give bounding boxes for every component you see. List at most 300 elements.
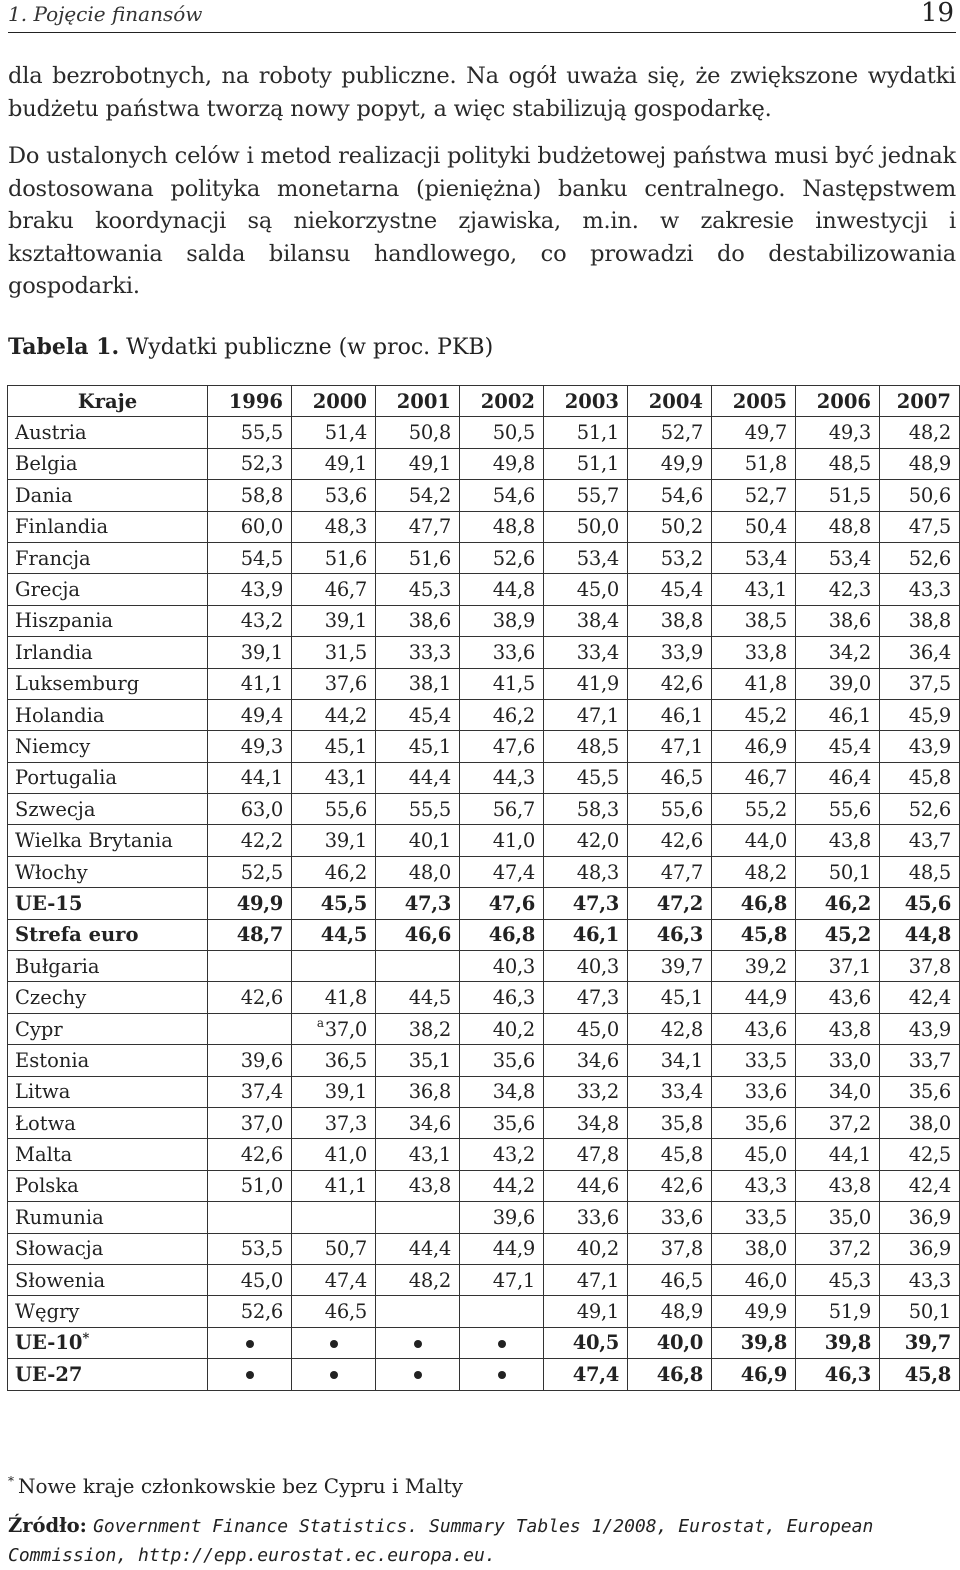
country-name: Szwecja bbox=[15, 797, 96, 821]
value-text: 51,6 bbox=[408, 546, 451, 570]
value-text: 39,6 bbox=[240, 1048, 283, 1072]
table-row bbox=[8, 511, 960, 542]
cell-value bbox=[628, 1076, 712, 1107]
cell-value bbox=[376, 605, 460, 636]
table-caption bbox=[8, 334, 493, 360]
cell-value bbox=[544, 637, 628, 668]
value-text: 41,8 bbox=[324, 986, 367, 1010]
value-text: 43,1 bbox=[408, 1143, 451, 1167]
cell-value bbox=[376, 1202, 460, 1233]
value-text: 50,5 bbox=[492, 421, 535, 445]
cell-value bbox=[628, 1233, 712, 1264]
value-text: 44,1 bbox=[828, 1143, 871, 1167]
cell-value bbox=[460, 1107, 544, 1138]
value-text: 51,5 bbox=[828, 483, 871, 507]
cell-value bbox=[796, 1076, 880, 1107]
cell-value bbox=[628, 1264, 712, 1295]
cell-value bbox=[796, 511, 880, 542]
cell-value bbox=[292, 1013, 376, 1044]
cell-value bbox=[628, 1013, 712, 1044]
cell-value bbox=[796, 1327, 880, 1358]
cell-value bbox=[628, 951, 712, 982]
value-text: 52,3 bbox=[240, 452, 283, 476]
value-text: 39,1 bbox=[324, 829, 367, 853]
table-row bbox=[8, 1076, 960, 1107]
value-text: 45,0 bbox=[576, 1017, 619, 1041]
value-text: 35,1 bbox=[408, 1048, 451, 1072]
cell-value bbox=[628, 762, 712, 793]
value-text: 34,8 bbox=[576, 1111, 619, 1135]
table-row bbox=[8, 699, 960, 730]
bullet-icon bbox=[414, 1371, 422, 1379]
cell-value bbox=[460, 794, 544, 825]
value-text: 34,6 bbox=[576, 1048, 619, 1072]
cell-value bbox=[460, 888, 544, 919]
cell-value bbox=[712, 668, 796, 699]
value-text: 46,8 bbox=[488, 923, 535, 947]
cell-value bbox=[880, 1045, 960, 1076]
country-name: Hiszpania bbox=[15, 609, 114, 633]
cell-value bbox=[292, 1233, 376, 1264]
value-text: 44,6 bbox=[576, 1174, 619, 1198]
cell-country bbox=[8, 888, 208, 919]
value-text: 55,2 bbox=[744, 797, 787, 821]
cell-value bbox=[880, 605, 960, 636]
cell-value bbox=[292, 982, 376, 1013]
value-text: 50,1 bbox=[908, 1300, 951, 1324]
value-text: 58,3 bbox=[576, 797, 619, 821]
cell-value bbox=[712, 1327, 796, 1358]
value-text: 50,1 bbox=[828, 860, 871, 884]
value-text: 37,0 bbox=[240, 1111, 283, 1135]
cell-value bbox=[880, 856, 960, 887]
bullet-icon bbox=[498, 1371, 506, 1379]
value-text: 50,4 bbox=[744, 515, 787, 539]
value-text: 46,8 bbox=[740, 891, 787, 915]
value-text: 38,1 bbox=[408, 672, 451, 696]
value-text: 55,7 bbox=[576, 483, 619, 507]
value-text: 48,3 bbox=[324, 515, 367, 539]
cell-value bbox=[292, 1202, 376, 1233]
cell-value bbox=[460, 448, 544, 479]
page-number: 19 bbox=[920, 0, 954, 28]
cell-value bbox=[460, 1045, 544, 1076]
cell-value bbox=[292, 888, 376, 919]
cell-value bbox=[208, 1359, 292, 1390]
value-text: 42,2 bbox=[240, 829, 283, 853]
value-text: 45,3 bbox=[828, 1268, 871, 1292]
cell-value bbox=[796, 699, 880, 730]
value-text: 52,6 bbox=[908, 546, 951, 570]
value-text: 46,9 bbox=[740, 1362, 787, 1386]
cell-value bbox=[628, 982, 712, 1013]
value-text: 35,6 bbox=[744, 1111, 787, 1135]
cell-country bbox=[8, 1045, 208, 1076]
cell-value bbox=[628, 1359, 712, 1390]
value-text: 45,2 bbox=[744, 703, 787, 727]
value-text: 43,9 bbox=[908, 1017, 951, 1041]
footnote-mark: a bbox=[316, 1015, 324, 1030]
value-text: 56,7 bbox=[492, 797, 535, 821]
cell-value bbox=[208, 982, 292, 1013]
value-text: 53,4 bbox=[744, 546, 787, 570]
cell-value bbox=[796, 888, 880, 919]
value-text: 50,6 bbox=[908, 483, 951, 507]
cell-value bbox=[544, 480, 628, 511]
value-text: 60,0 bbox=[240, 515, 283, 539]
value-text: 52,5 bbox=[240, 860, 283, 884]
value-text: 46,1 bbox=[660, 703, 703, 727]
cell-value bbox=[292, 1170, 376, 1201]
value-text: 49,3 bbox=[828, 421, 871, 445]
value-text: 44,5 bbox=[408, 986, 451, 1010]
table-row bbox=[8, 1327, 960, 1358]
column-header-year: 2007 bbox=[880, 386, 960, 417]
cell-value bbox=[712, 1076, 796, 1107]
cell-value bbox=[628, 1296, 712, 1327]
country-name: Niemcy bbox=[15, 734, 91, 758]
value-text: 49,7 bbox=[744, 421, 787, 445]
value-text: 46,1 bbox=[828, 703, 871, 727]
value-text: 37,2 bbox=[828, 1111, 871, 1135]
value-text: 52,7 bbox=[744, 483, 787, 507]
cell-value bbox=[292, 1076, 376, 1107]
cell-value bbox=[796, 856, 880, 887]
value-text: 52,7 bbox=[660, 421, 703, 445]
table-caption-label: Tabela 1. bbox=[8, 334, 120, 360]
cell-value bbox=[628, 511, 712, 542]
country-name: UE-27 bbox=[15, 1362, 83, 1386]
value-text: 37,6 bbox=[324, 672, 367, 696]
cell-value bbox=[208, 1170, 292, 1201]
value-text: 43,6 bbox=[744, 1017, 787, 1041]
cell-value bbox=[292, 731, 376, 762]
cell-value bbox=[544, 1107, 628, 1138]
cell-value bbox=[376, 762, 460, 793]
cell-value bbox=[208, 1327, 292, 1358]
country-name: Estonia bbox=[15, 1048, 90, 1072]
chapter-title: 1. Pojęcie finansów bbox=[8, 2, 203, 26]
value-text: 35,6 bbox=[492, 1111, 535, 1135]
cell-value bbox=[712, 448, 796, 479]
value-text: 46,9 bbox=[744, 734, 787, 758]
cell-value bbox=[292, 448, 376, 479]
cell-country bbox=[8, 448, 208, 479]
value-text: 44,4 bbox=[408, 766, 451, 790]
cell-value bbox=[208, 1139, 292, 1170]
value-text: 45,5 bbox=[576, 766, 619, 790]
cell-value bbox=[460, 919, 544, 950]
value-text: 36,4 bbox=[908, 640, 951, 664]
value-text: 48,0 bbox=[408, 860, 451, 884]
value-text: 47,7 bbox=[660, 860, 703, 884]
value-text: 40,2 bbox=[492, 1017, 535, 1041]
value-text: 45,6 bbox=[904, 891, 951, 915]
cell-value bbox=[544, 1045, 628, 1076]
cell-value bbox=[544, 856, 628, 887]
cell-value bbox=[544, 1139, 628, 1170]
country-name: Litwa bbox=[15, 1080, 71, 1104]
cell-country bbox=[8, 1076, 208, 1107]
value-text: 50,0 bbox=[576, 515, 619, 539]
cell-value bbox=[460, 825, 544, 856]
value-text: 38,9 bbox=[492, 609, 535, 633]
cell-value bbox=[796, 417, 880, 448]
cell-value bbox=[628, 856, 712, 887]
value-text: 49,9 bbox=[660, 452, 703, 476]
cell-value bbox=[544, 825, 628, 856]
cell-value bbox=[376, 888, 460, 919]
cell-country bbox=[8, 1233, 208, 1264]
column-header-year: 2001 bbox=[376, 386, 460, 417]
value-text: 45,3 bbox=[408, 578, 451, 602]
country-name: Węgry bbox=[15, 1300, 80, 1324]
value-text: 47,7 bbox=[408, 515, 451, 539]
value-text: 33,5 bbox=[744, 1205, 787, 1229]
country-name: Rumunia bbox=[15, 1205, 104, 1229]
footnote-text: Nowe kraje członkowskie bez Cypru i Malty bbox=[18, 1474, 463, 1498]
cell-value bbox=[376, 1170, 460, 1201]
cell-value bbox=[628, 1139, 712, 1170]
value-text: 46,2 bbox=[324, 860, 367, 884]
cell-value bbox=[208, 699, 292, 730]
value-text: 38,4 bbox=[576, 609, 619, 633]
cell-value bbox=[208, 1296, 292, 1327]
cell-value bbox=[544, 1327, 628, 1358]
value-text: 33,9 bbox=[660, 640, 703, 664]
cell-value bbox=[880, 982, 960, 1013]
cell-value bbox=[208, 511, 292, 542]
paragraph: Do ustalonych celów i metod realizacji polityki budżetowej państwa musi być jednak dostosowana polityka monetarna (pieniężna) banku centralnego. Następstwem braku koordynacji są niekorzystne zjawiska, m.in. w zakresie inwestycji i kształtowania salda bilansu handlowego, co prowadzi do destabilizowania gospodarki. bbox=[8, 143, 956, 299]
cell-value bbox=[544, 731, 628, 762]
value-text: 41,5 bbox=[492, 672, 535, 696]
cell-value bbox=[544, 1233, 628, 1264]
cell-value bbox=[796, 951, 880, 982]
value-text: 45,2 bbox=[824, 923, 871, 947]
value-text: 47,5 bbox=[908, 515, 951, 539]
cell-value bbox=[292, 637, 376, 668]
column-header-year: 2002 bbox=[460, 386, 544, 417]
value-text: 40,3 bbox=[492, 954, 535, 978]
value-text: 42,8 bbox=[660, 1017, 703, 1041]
value-text: 31,5 bbox=[324, 640, 367, 664]
value-text: 45,1 bbox=[324, 734, 367, 758]
value-text: 42,0 bbox=[576, 829, 619, 853]
value-text: 37,2 bbox=[828, 1237, 871, 1261]
cell-value bbox=[712, 1139, 796, 1170]
value-text: 46,5 bbox=[660, 766, 703, 790]
cell-country bbox=[8, 762, 208, 793]
bullet-icon bbox=[330, 1340, 338, 1348]
value-text: 48,9 bbox=[660, 1300, 703, 1324]
table-row bbox=[8, 1139, 960, 1170]
cell-country bbox=[8, 982, 208, 1013]
cell-value bbox=[544, 1264, 628, 1295]
cell-value bbox=[544, 417, 628, 448]
cell-country bbox=[8, 731, 208, 762]
table-row bbox=[8, 1170, 960, 1201]
cell-country bbox=[8, 542, 208, 573]
table-row bbox=[8, 668, 960, 699]
cell-value bbox=[796, 1170, 880, 1201]
value-text: 35,6 bbox=[492, 1048, 535, 1072]
cell-value bbox=[460, 1170, 544, 1201]
value-text: 36,9 bbox=[908, 1237, 951, 1261]
value-text: 52,6 bbox=[492, 546, 535, 570]
table-row bbox=[8, 794, 960, 825]
value-text: 45,8 bbox=[908, 766, 951, 790]
table-row bbox=[8, 888, 960, 919]
cell-value bbox=[880, 919, 960, 950]
value-text: 47,6 bbox=[492, 734, 535, 758]
cell-value bbox=[460, 1296, 544, 1327]
value-text: 33,2 bbox=[576, 1080, 619, 1104]
country-name: Bułgaria bbox=[15, 954, 100, 978]
value-text: 40,5 bbox=[572, 1331, 619, 1355]
value-text: 44,8 bbox=[904, 923, 951, 947]
cell-value bbox=[208, 637, 292, 668]
table-row bbox=[8, 1233, 960, 1264]
cell-value bbox=[208, 888, 292, 919]
cell-value bbox=[628, 825, 712, 856]
cell-value bbox=[460, 1139, 544, 1170]
value-text: 44,0 bbox=[744, 829, 787, 853]
value-text: 33,4 bbox=[660, 1080, 703, 1104]
value-text: 38,2 bbox=[408, 1017, 451, 1041]
value-text: 45,4 bbox=[660, 578, 703, 602]
cell-value bbox=[796, 825, 880, 856]
source-note bbox=[8, 1512, 956, 1570]
value-text: 46,5 bbox=[660, 1268, 703, 1292]
value-text: 33,3 bbox=[408, 640, 451, 664]
cell-value bbox=[796, 637, 880, 668]
value-text: 41,0 bbox=[324, 1143, 367, 1167]
value-text: 44,2 bbox=[492, 1174, 535, 1198]
value-text: 49,4 bbox=[240, 703, 283, 727]
cell-value bbox=[712, 1264, 796, 1295]
cell-value bbox=[628, 699, 712, 730]
cell-value bbox=[208, 574, 292, 605]
country-name: Czechy bbox=[15, 986, 87, 1010]
table-row bbox=[8, 637, 960, 668]
country-name: Włochy bbox=[15, 860, 88, 884]
value-text: 35,8 bbox=[660, 1111, 703, 1135]
value-text: 43,9 bbox=[908, 734, 951, 758]
value-text: 44,2 bbox=[324, 703, 367, 727]
value-text: 53,6 bbox=[324, 483, 367, 507]
cell-value bbox=[628, 1170, 712, 1201]
value-text: 35,6 bbox=[908, 1080, 951, 1104]
cell-country bbox=[8, 1327, 208, 1358]
value-text: 33,4 bbox=[576, 640, 619, 664]
cell-value bbox=[376, 1076, 460, 1107]
value-text: 46,0 bbox=[744, 1268, 787, 1292]
cell-value bbox=[376, 1359, 460, 1390]
cell-value bbox=[544, 1202, 628, 1233]
cell-value bbox=[208, 1233, 292, 1264]
value-text: 46,2 bbox=[824, 891, 871, 915]
column-header-country: Kraje bbox=[8, 386, 208, 417]
cell-value bbox=[208, 919, 292, 950]
value-text: 33,0 bbox=[828, 1048, 871, 1072]
cell-value bbox=[796, 1296, 880, 1327]
source-text: Government Finance Statistics. Summary Tables 1/2008, Eurostat, European Commission, http://epp.eurostat.ec.europa.eu. bbox=[8, 1516, 874, 1566]
value-text: 51,4 bbox=[324, 421, 367, 445]
cell-value bbox=[376, 637, 460, 668]
value-text: 53,4 bbox=[576, 546, 619, 570]
country-name: Holandia bbox=[15, 703, 105, 727]
cell-value bbox=[880, 794, 960, 825]
cell-value bbox=[796, 480, 880, 511]
value-text: 51,1 bbox=[576, 452, 619, 476]
value-text: 39,1 bbox=[324, 1080, 367, 1104]
value-text: 55,6 bbox=[828, 797, 871, 821]
cell-value bbox=[208, 417, 292, 448]
value-text: 39,7 bbox=[660, 954, 703, 978]
table-row bbox=[8, 1202, 960, 1233]
value-text: 47,1 bbox=[576, 703, 619, 727]
page-header bbox=[8, 0, 956, 33]
cell-value bbox=[208, 668, 292, 699]
value-text: 47,1 bbox=[660, 734, 703, 758]
cell-value bbox=[460, 1013, 544, 1044]
cell-country bbox=[8, 951, 208, 982]
cell-value bbox=[712, 699, 796, 730]
cell-value bbox=[628, 480, 712, 511]
cell-value bbox=[796, 1264, 880, 1295]
table-header-row bbox=[8, 386, 960, 417]
value-text: 39,0 bbox=[828, 672, 871, 696]
value-text: 39,1 bbox=[240, 640, 283, 664]
bullet-icon bbox=[414, 1340, 422, 1348]
column-header-year: 2005 bbox=[712, 386, 796, 417]
cell-value bbox=[208, 480, 292, 511]
cell-value bbox=[712, 574, 796, 605]
value-text: 46,7 bbox=[324, 578, 367, 602]
value-text: 48,3 bbox=[576, 860, 619, 884]
value-text: 33,6 bbox=[492, 640, 535, 664]
cell-value bbox=[712, 1359, 796, 1390]
value-text: 43,2 bbox=[240, 609, 283, 633]
value-text: 55,5 bbox=[408, 797, 451, 821]
country-name: Grecja bbox=[15, 578, 81, 602]
value-text: 37,8 bbox=[660, 1237, 703, 1261]
value-text: 54,6 bbox=[660, 483, 703, 507]
cell-value bbox=[292, 856, 376, 887]
cell-value bbox=[376, 542, 460, 573]
cell-value bbox=[880, 1013, 960, 1044]
cell-value bbox=[628, 448, 712, 479]
cell-value bbox=[880, 1327, 960, 1358]
column-header-year: 2004 bbox=[628, 386, 712, 417]
value-text: 33,6 bbox=[744, 1080, 787, 1104]
cell-country bbox=[8, 1107, 208, 1138]
value-text: 45,4 bbox=[828, 734, 871, 758]
value-text: 48,7 bbox=[236, 923, 283, 947]
column-header-year: 2006 bbox=[796, 386, 880, 417]
cell-value bbox=[460, 511, 544, 542]
cell-value bbox=[460, 480, 544, 511]
cell-value bbox=[292, 668, 376, 699]
country-name: Polska bbox=[15, 1174, 79, 1198]
value-text: 42,4 bbox=[908, 1174, 951, 1198]
value-text: 48,5 bbox=[908, 860, 951, 884]
country-name: UE-15 bbox=[15, 891, 83, 915]
cell-value bbox=[376, 794, 460, 825]
cell-value bbox=[460, 1076, 544, 1107]
data-table bbox=[7, 385, 960, 1391]
cell-country bbox=[8, 919, 208, 950]
